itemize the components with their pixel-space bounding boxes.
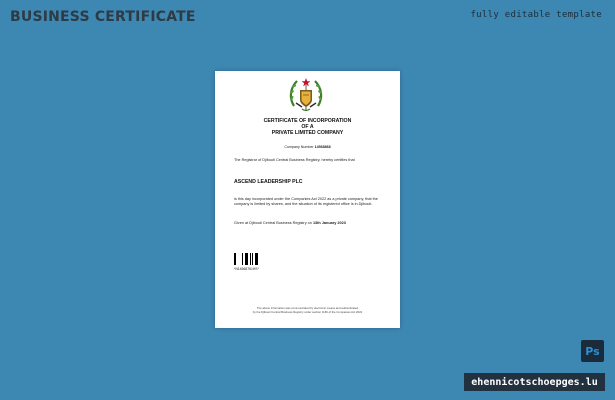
company-number	[225, 145, 390, 149]
site-watermark	[464, 373, 605, 391]
footer-note	[229, 306, 386, 314]
company-name: ASCEND LEADERSHIP PLC	[234, 179, 303, 185]
barcode-icon	[234, 253, 272, 265]
certificate-title-line-1: CERTIFICATE OF INCORPORATION	[263, 118, 352, 124]
issue-statement	[234, 221, 383, 226]
company-number-label: Company Number	[284, 145, 314, 149]
page-title: BUSINESS CERTIFICATE	[10, 9, 196, 25]
certificate-title-line-2: OF A	[301, 124, 314, 131]
company-number-value: 14568868	[314, 145, 331, 149]
photoshop-label: Ps	[585, 344, 600, 358]
barcode-number: *N14568761HS*	[234, 267, 259, 271]
site-watermark-text: ehennicotschoepges.lu	[471, 376, 598, 388]
photoshop-icon	[581, 340, 604, 362]
issue-date: 13th January 2023	[312, 221, 346, 225]
djibouti-coat-of-arms-icon	[286, 76, 326, 114]
footer-note-line-2: by the Djibouti Central Business Registry under section 1166 of the Companies Act 2022	[252, 310, 363, 314]
template-tagline: fully editable template	[470, 10, 602, 20]
certificate-title-line-3: PRIVATE LIMITED COMPANY	[271, 130, 344, 137]
barcode-bar	[258, 253, 259, 265]
incorporation-statement: is this day incorporated under the Companies Act 2022 as a private company, that the company is limited by shares, and the situation of its registered office is in Djibouti.	[234, 197, 378, 206]
issue-statement-text: Given at Djibouti Central Business Registry on	[234, 221, 312, 225]
certificate-document	[215, 71, 400, 328]
certificate-title	[225, 118, 390, 137]
registrar-statement: The Registrar of Djibouti Central Business Registry, hereby certifies that	[234, 158, 355, 162]
footer-note-line-1: The above information was communicated by electronic means and authenticated	[256, 306, 359, 310]
